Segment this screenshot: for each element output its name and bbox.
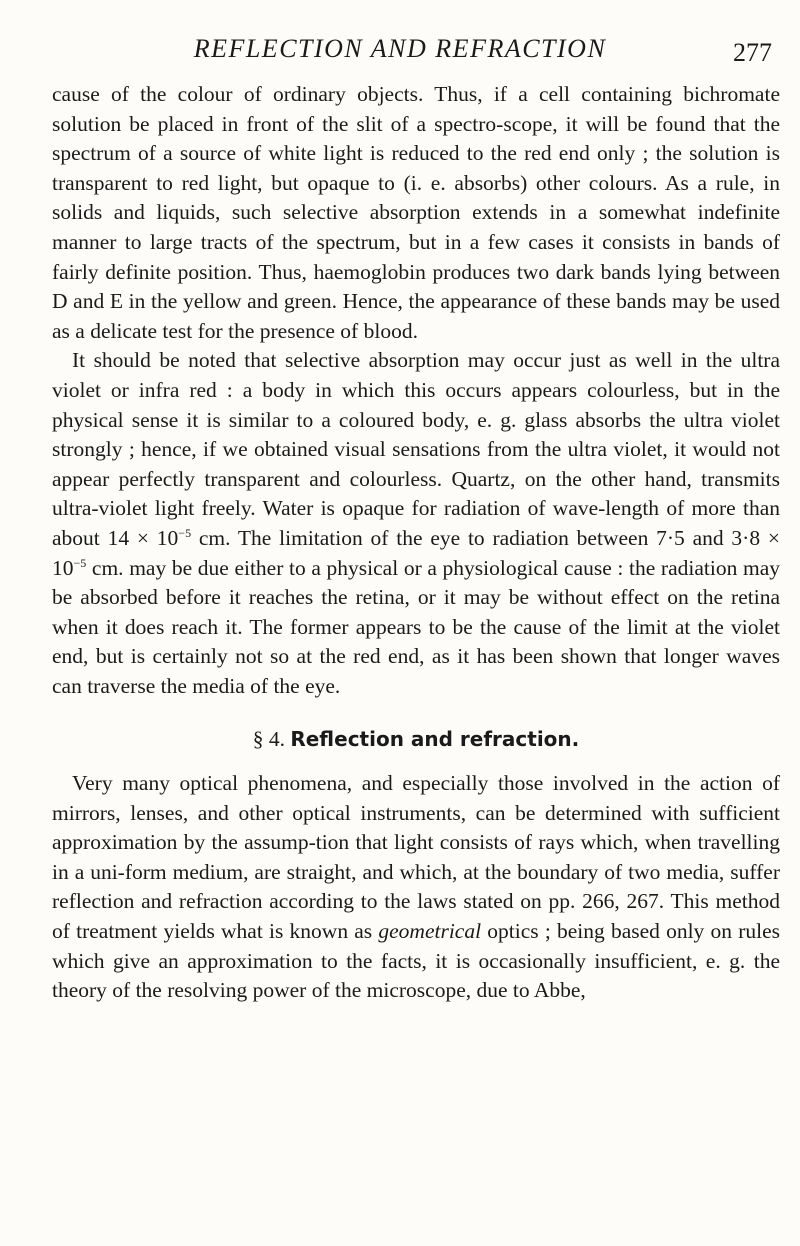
- paragraph-text-segment: Very many optical phenomena, and especially those involved in the action of mirrors, lenses, and other optical instruments, can be determined with sufficient approximation by the assump-tion that light consists of rays which, when travelling in a uni-form medium, are straight, and which, at the boundary of two media, suffer reflection and refraction according to the laws stated on pp. 266, 267. This method of treatment yields what is known as: [52, 771, 780, 944]
- section-title: Reflection and refraction.: [290, 727, 580, 752]
- section-heading: [52, 725, 780, 755]
- paragraph-text-segment: cm. The limitation of the eye to radiation between 7·5 and 3·8 × 10: [52, 525, 780, 580]
- running-head-title: REFLECTION AND REFRACTION: [193, 34, 607, 63]
- body-text: [52, 80, 780, 1006]
- page-number: 277: [733, 38, 772, 67]
- section-number: § 4.: [252, 727, 285, 752]
- italic-term: geometrical: [378, 919, 482, 944]
- paragraph-text-segment: cm. may be due either to a physical or a physiological cause : the radiation may be absorbed before it reaches the retina, or it may be without effect on the retina when it does reach it. The former appears to be the cause of the limit at the violet end, but is certainly not so at the red end, as it has been shown that longer waves can traverse the media of the eye.: [52, 555, 780, 698]
- paragraph-geometrical-optics: [52, 769, 780, 1006]
- exponent: −5: [73, 555, 87, 570]
- paragraph-ultra-violet: [52, 346, 780, 701]
- paragraph-text-segment: It should be noted that selective absorption may occur just as well in the ultra violet or infra red : a body in which this occurs appears colourless, but in the physical sense it is similar to a coloured body, e. g. glass absorbs the ultra violet strongly ; hence, if we obtained visual sensations from the ultra violet, it would not appear perfectly transparent and colourless. Quartz, on the other hand, transmits ultra-violet light freely. Water is opaque for radiation of wave-length of more than about 14 × 10: [52, 348, 780, 550]
- paragraph-selective-absorption: cause of the colour of ordinary objects. Thus, if a cell containing bichromate solution be placed in front of the slit of a spectro-scope, it will be found that the spectrum of a source of white light is reduced to the red end only ; the solution is transparent to red light, but opaque to (i. e. absorbs) other colours. As a rule, in solids and liquids, such selective absorption extends in a somewhat indefinite manner to large tracts of the spectrum, but in a few cases it consists in bands of fairly definite position. Thus, haemoglobin produces two dark bands lying between D and E in the yellow and green. Hence, the appearance of these bands may be used as a delicate test for the presence of blood.: [52, 82, 780, 343]
- exponent: −5: [178, 525, 192, 540]
- paragraph-text-segment: optics ; being based only on rules which give an approximation to the facts, it is occasionally insufficient, e. g. the theory of the resolving power of the microscope, due to Abbe,: [52, 919, 780, 1003]
